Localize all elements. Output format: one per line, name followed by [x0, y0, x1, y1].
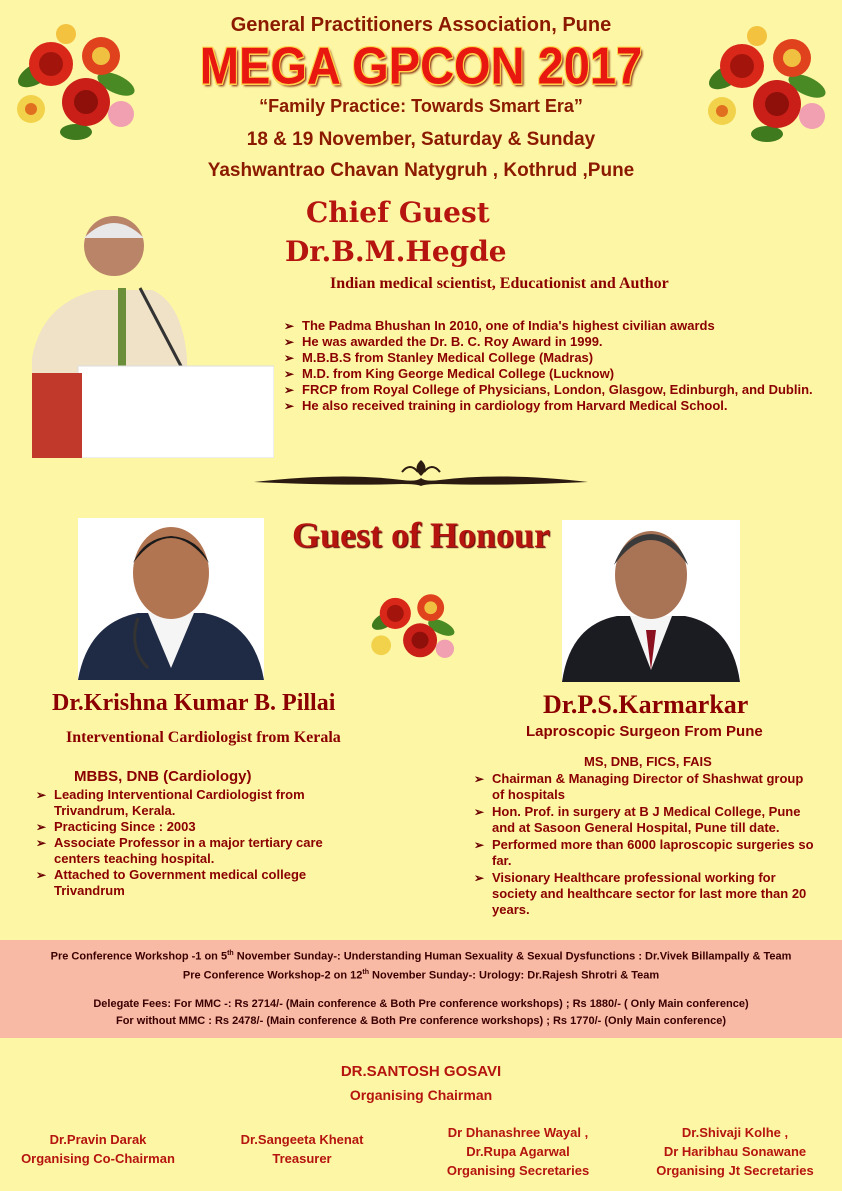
guest2-photo: [562, 520, 740, 682]
list-item: ➢ The Padma Bhushan In 2010, one of India's highest civilian awards: [284, 318, 814, 334]
organising-chairman-name: DR.SANTOSH GOSAVI: [340, 1063, 502, 1080]
delegate-fees-mmc: Delegate Fees: For MMC -: Rs 2714/- (Main conference & Both Pre conference workshops) ; Rs 1880/- ( Only Main conference): [93, 998, 749, 1010]
ornamental-divider-icon: [252, 458, 590, 492]
list-item: ➢ Hon. Prof. in surgery at B J Medical College, Pune and at Sasoon General Hospital, Pune till date.: [474, 804, 819, 836]
list-item: ➢ He was awarded the Dr. B. C. Roy Award in 1999.: [284, 334, 814, 350]
guest-of-honour-heading: Guest of Honour: [291, 515, 550, 555]
list-item: ➢ Leading Interventional Cardiologist from Trivandrum, Kerala.: [36, 787, 346, 819]
guest1-qualification: MBBS, DNB (Cardiology): [74, 768, 252, 785]
organiser-treasurer: Dr.Sangeeta Khenat Treasurer: [240, 1132, 364, 1166]
flower-bouquet-icon-center: [360, 578, 466, 670]
event-theme: “Family Practice: Towards Smart Era”: [259, 96, 583, 116]
guest1-description: Interventional Cardiologist from Kerala: [66, 729, 341, 746]
list-item: ➢ Chairman & Managing Director of Shashwat group of hospitals: [474, 771, 819, 803]
guest2-description: Laproscopic Surgeon From Pune: [526, 723, 763, 740]
guest2-points: [474, 771, 819, 919]
list-item: ➢ Attached to Government medical college Trivandrum: [36, 867, 346, 899]
chief-guest-description: Indian medical scientist, Educationist and Author: [330, 275, 669, 292]
organiser-co-chairman: Dr.Pravin Darak Organising Co-Chairman: [21, 1132, 175, 1166]
delegate-fees-without-mmc: For without MMC : Rs 2478/- (Main conference & Both Pre conference workshops) ; Rs 1770/- (Only Main conference): [115, 1015, 726, 1027]
list-item: ➢ Performed more than 6000 laproscopic surgeries so far.: [474, 837, 819, 869]
chief-guest-points: [284, 318, 814, 414]
workshop-1-line: Pre Conference Workshop -1 on 5th November Sunday-: Understanding Human Sexuality & Sexual Dysfunctions : Dr.Vivek Billampally & Team: [50, 950, 792, 963]
association-name: General Practitioners Association, Pune: [230, 14, 612, 36]
guest1-points: [36, 787, 346, 899]
list-item: ➢ Associate Professor in a major tertiary care centers teaching hospital.: [36, 835, 346, 867]
chief-guest-photo: [22, 208, 274, 458]
organiser-jt-secretaries: Dr.Shivaji Kolhe , Dr Haribhau Sonawane Organising Jt Secretaries: [656, 1125, 814, 1178]
event-dates: 18 & 19 November, Saturday & Sunday: [246, 129, 596, 150]
list-item: ➢ Practicing Since : 2003: [36, 819, 346, 835]
guest1-photo: [78, 518, 264, 680]
organising-chairman-role: Organising Chairman: [349, 1087, 493, 1103]
workshop-fees-band: [0, 940, 842, 1038]
list-item: ➢ M.B.B.S from Stanley Medical College (Madras): [284, 350, 814, 366]
organiser-secretaries: Dr Dhanashree Wayal , Dr.Rupa Agarwal Organising Secretaries: [446, 1125, 590, 1178]
list-item: ➢ M.D. from King George Medical College (Lucknow): [284, 366, 814, 382]
list-item: ➢ Visionary Healthcare professional working for society and healthcare sector for last more than 20 years.: [474, 870, 819, 918]
guest2-qualification: MS, DNB, FICS, FAIS: [584, 754, 712, 769]
workshop-2-line: Pre Conference Workshop-2 on 12th November Sunday-: Urology: Dr.Rajesh Shrotri & Team: [182, 969, 660, 982]
event-title: MEGA GPCON 2017: [199, 36, 643, 95]
list-item: ➢ FRCP from Royal College of Physicians, London, Glasgow, Edinburgh, and Dublin.: [284, 382, 814, 398]
chief-guest-name: Dr.B.M.Hegde: [285, 235, 507, 268]
list-item: ➢ He also received training in cardiology from Harvard Medical School.: [284, 398, 814, 414]
event-venue: Yashwantrao Chavan Natygruh , Kothrud ,Pune: [207, 160, 635, 181]
guest1-name: Dr.Krishna Kumar B. Pillai: [52, 690, 336, 716]
guest2-name: Dr.P.S.Karmarkar: [543, 690, 749, 719]
chief-guest-heading: Chief Guest: [306, 196, 490, 229]
